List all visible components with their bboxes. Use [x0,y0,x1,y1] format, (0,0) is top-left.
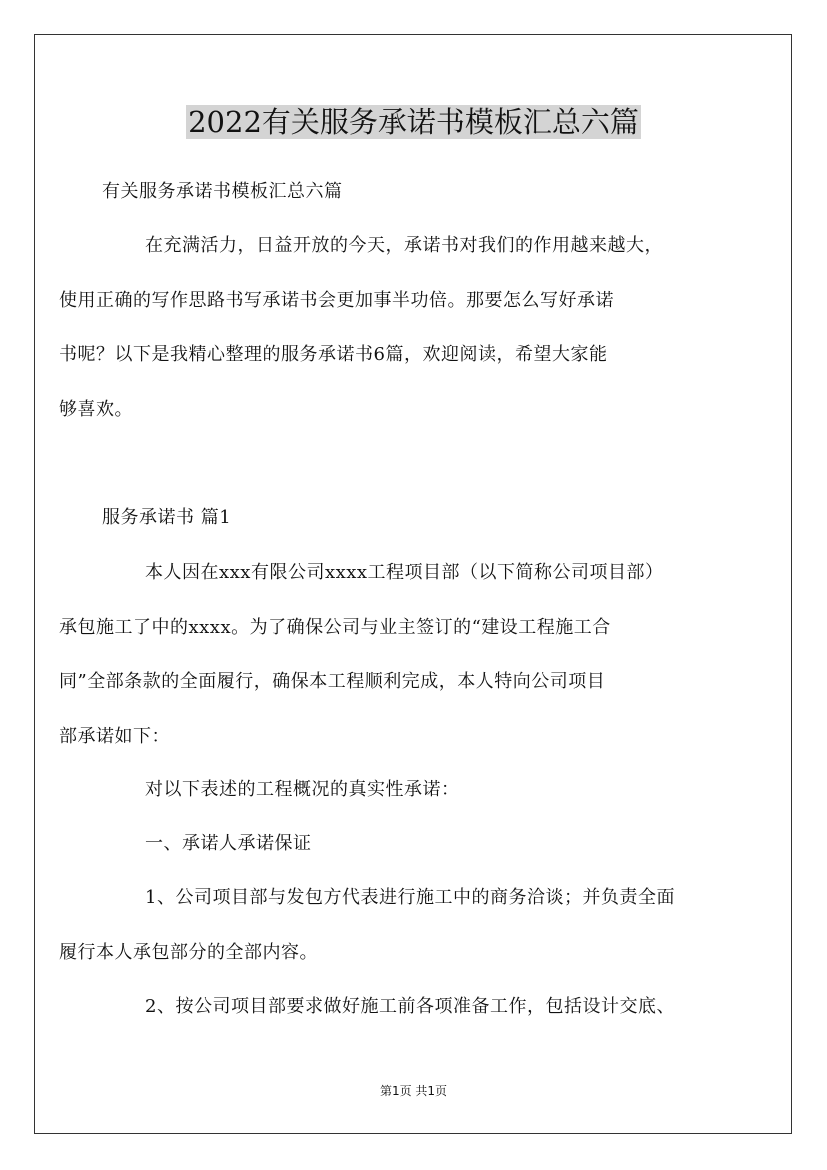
page-footer: 第1页 共1页 [379,1084,448,1098]
document-subtitle: 有关服务承诺书模板汇总六篇 [102,181,343,202]
section-line: 承包施工了中的xxxx。为了确保公司与业主签订的“建设工程施工合 [59,616,611,638]
overview-commitment-text: 对以下表述的工程概况的真实性承诺： [145,779,460,800]
intro-line: 在充满活力，日益开放的今天，承诺书对我们的作用越来越大， [145,235,663,256]
document-title-text: 2022有关服务承诺书模板汇总六篇 [188,105,639,139]
section-heading: 服务承诺书 篇1 [102,507,232,528]
intro-line: 使用正确的写作思路书写承诺书会更加事半功倍。那要怎么写好承诺 [59,289,614,311]
item-line: 2、按公司项目部要求做好施工前各项准备工作，包括设计交底、 [145,996,675,1017]
document-title [0,100,827,144]
section-line: 部承诺如下： [59,725,170,747]
section-paragraph [59,546,742,764]
section-line: 同”全部条款的全面履行，确保本工程顺利完成，本人特向公司项目 [59,671,606,692]
section-line: 本人因在xxx有限公司xxxx工程项目部（以下简称公司项目部） [145,562,664,583]
commitment-item-2 [102,980,742,1035]
commitment-heading: 一、承诺人承诺保证 [145,833,312,854]
item-line: 1、公司项目部与发包方代表进行施工中的商务洽谈；并负责全面 [145,887,675,908]
intro-line: 够喜欢。 [59,398,133,420]
commitment-item-1 [59,871,742,980]
item-line: 履行本人承包部分的全部内容。 [59,941,318,963]
intro-paragraph [59,219,742,437]
intro-line: 书呢？以下是我精心整理的服务承诺书6篇，欢迎阅读，希望大家能 [59,344,608,365]
